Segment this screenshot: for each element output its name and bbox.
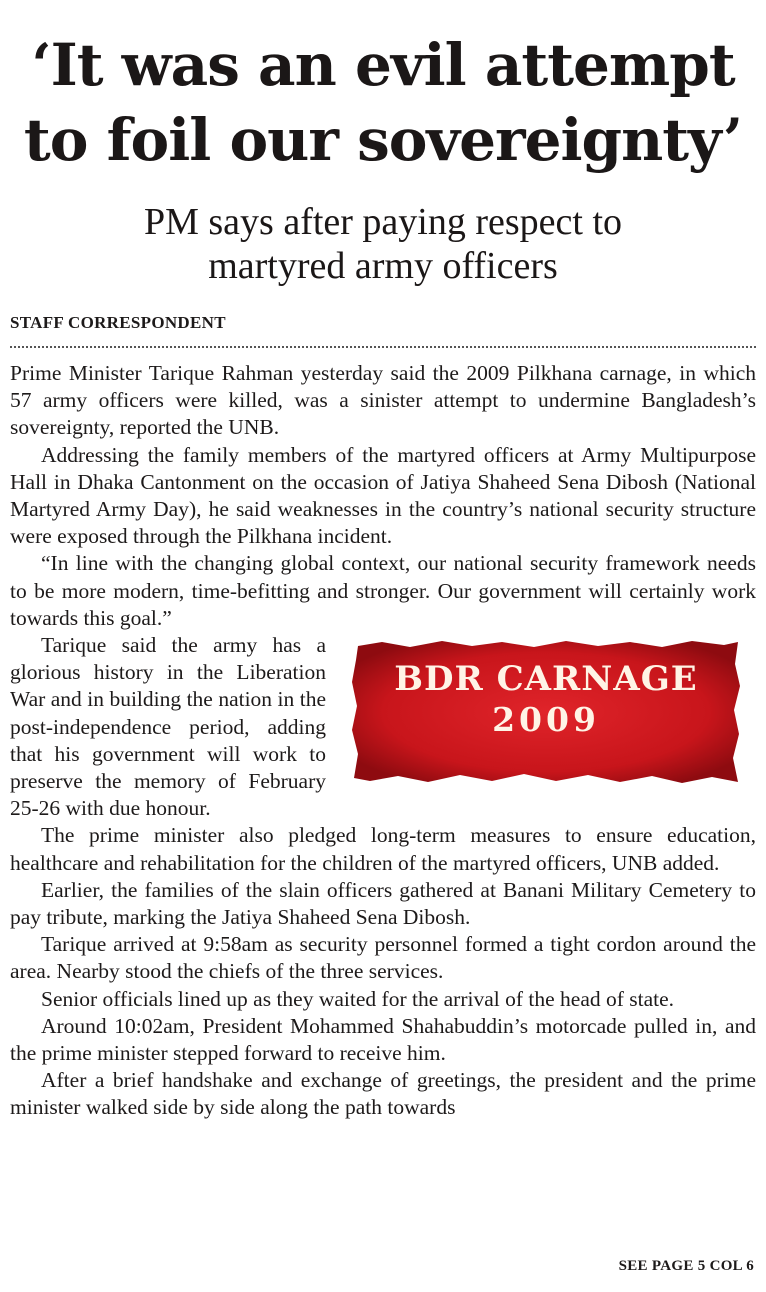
bdr-carnage-logo-box (342, 632, 756, 806)
headline-line-1: ‘It was an evil attempt (31, 31, 735, 99)
paragraph-1: Prime Minister Tarique Rahman yesterday said the 2009 Pilkhana carnage, in which 57 army officers were killed, was a sinister attempt to undermine Bangladesh’s sovereignty, reported the UNB. (10, 361, 756, 440)
paragraph-6: Earlier, the families of the slain officers gathered at Banani Military Cemetery to pay tribute, marking the Jatiya Shaheed Sena Dibosh. (10, 877, 756, 930)
logo-line-1: BDR CARNAGE (394, 659, 698, 700)
paragraph-4: Tarique said the army has a glorious history in the Liberation War and in building the nation in the post-independence period, adding that his government will work to preserve the memory of February 25-26 with due honour. (10, 633, 326, 821)
paragraph-2: Addressing the family members of the martyred officers at Army Multipurpose Hall in Dhaka Cantonment on the occasion of Jatiya Shaheed Sena Dibosh (National Martyred Army Day), he said weaknesses in the country’s national security structure were exposed through the Pilkhana incident. (10, 442, 756, 549)
paragraph-8: Senior officials lined up as they waited for the arrival of the head of state. (41, 986, 675, 1011)
paragraph-10: After a brief handshake and exchange of greetings, the president and the prime minister walked side by side along the path towards (10, 1068, 756, 1120)
paragraph-3: “In line with the changing global context, our national security framework needs to be more modern, time-befitting and stronger. Our government will certainly work towards this goal.” (10, 551, 756, 630)
subheadline-line-2: martyred army officers (208, 245, 558, 287)
byline: STAFF CORRESPONDENT (10, 313, 226, 332)
continuation-jump-line: SEE PAGE 5 COL 6 (618, 1258, 754, 1274)
paragraph-5: The prime minister also pledged long-term measures to ensure education, healthcare and rehabilitation for the children of the martyred officers, UNB added. (10, 823, 756, 875)
logo-line-2: 2009 (492, 700, 600, 740)
subheadline (0, 200, 766, 288)
article-body (10, 360, 756, 1122)
subheadline-line-1: PM says after paying respect to (143, 201, 623, 243)
headline (0, 28, 766, 178)
paragraph-7: Tarique arrived at 9:58am as security personnel formed a tight cordon around the area. Nearby stood the chiefs of the three services. (10, 932, 756, 984)
bdr-carnage-logo (352, 640, 740, 784)
paragraph-9: Around 10:02am, President Mohammed Shahabuddin’s motorcade pulled in, and the prime minister stepped forward to receive him. (10, 1013, 756, 1066)
dotted-divider (10, 346, 756, 348)
headline-line-2: to foil our sovereignty’ (23, 106, 743, 174)
